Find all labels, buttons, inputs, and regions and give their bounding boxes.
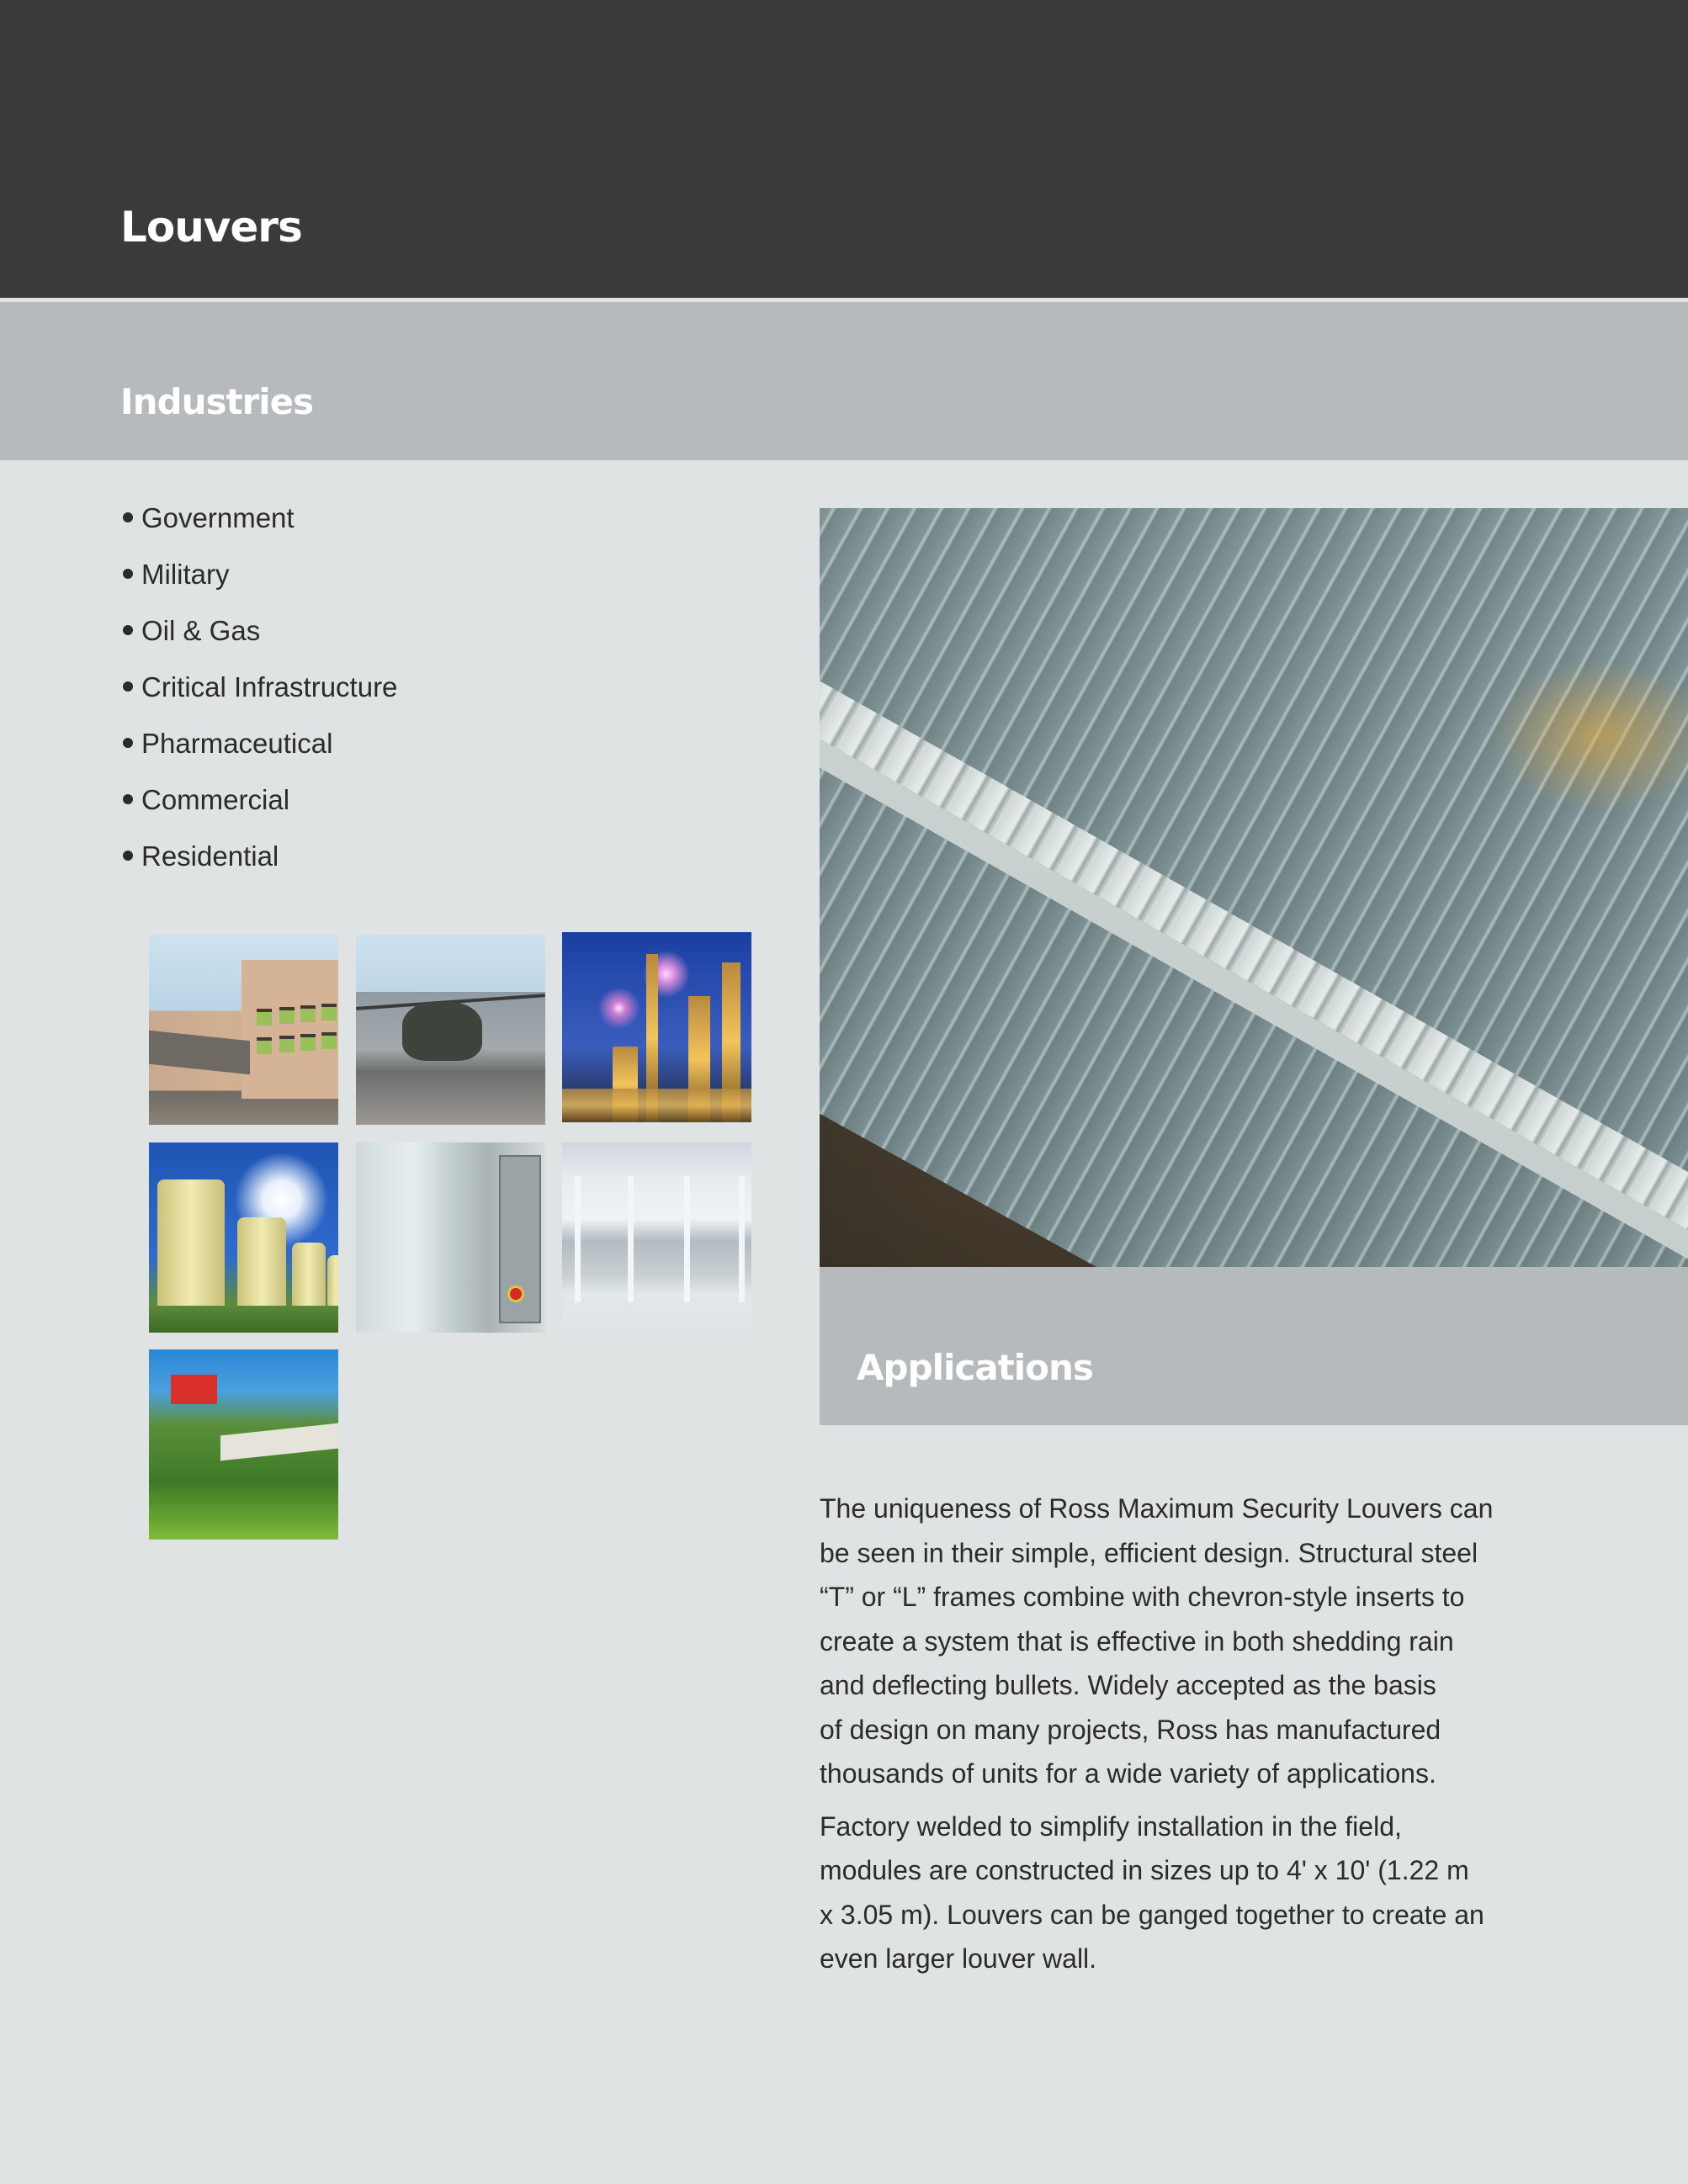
- window-shape: [300, 1005, 316, 1022]
- building-shape: [242, 960, 338, 1099]
- paragraph: [820, 1805, 1560, 1981]
- text-line: “T” or “L” frames combine with chevron-style inserts to: [820, 1582, 1465, 1612]
- list-item: [120, 727, 397, 783]
- text-line: and deflecting bullets. Widely accepted as the basis: [820, 1670, 1436, 1700]
- text-line: be seen in their simple, efficient design. Structural steel: [820, 1537, 1478, 1568]
- bullet-icon: [123, 625, 133, 635]
- text-line: modules are constructed in sizes up to 4' x 10' (1.22 m: [820, 1855, 1469, 1885]
- list-item: [120, 783, 397, 840]
- industries-list: [120, 501, 397, 896]
- cooling-towers-photo: [149, 1142, 338, 1333]
- list-item: [120, 671, 397, 727]
- list-item: [120, 840, 397, 896]
- window-column: [628, 1176, 634, 1302]
- canopy-shape: [149, 1031, 250, 1075]
- list-item: [120, 501, 397, 558]
- window-shape: [257, 1009, 272, 1026]
- list-item-label: Pharmaceutical: [141, 728, 333, 759]
- emergency-stop-shape: [507, 1285, 524, 1302]
- list-item: [120, 558, 397, 614]
- bullet-icon: [123, 569, 133, 579]
- cooling-tower-shape: [157, 1179, 225, 1306]
- header-band: [0, 0, 1688, 298]
- text-line: x 3.05 m). Louvers can be ganged together to create an: [820, 1899, 1484, 1930]
- cooling-tower-shape: [292, 1243, 326, 1306]
- bullet-icon: [123, 851, 133, 861]
- industries-heading: Industries: [120, 381, 314, 422]
- window-shape: [321, 1004, 337, 1020]
- list-item-label: Government: [141, 502, 295, 533]
- house-shape: [171, 1375, 217, 1404]
- paragraph: [820, 1487, 1560, 1796]
- oil-gas-refinery-photo: [562, 932, 751, 1122]
- window-shape: [279, 1007, 295, 1024]
- text-line: Factory welded to simplify installation in the field,: [820, 1810, 1402, 1842]
- applications-band: [820, 1267, 1688, 1425]
- government-building-photo: [149, 935, 338, 1125]
- bullet-icon: [123, 512, 133, 522]
- commercial-office-photo: [562, 1142, 751, 1333]
- light-reflection: [820, 508, 1688, 1267]
- louver-chevron-insert-photo: [820, 508, 1688, 1267]
- list-item-label: Commercial: [141, 784, 290, 815]
- pharmaceutical-equipment-photo: [356, 1142, 545, 1333]
- cooling-tower-shape: [237, 1217, 286, 1306]
- applications-heading: Applications: [857, 1347, 1093, 1388]
- garden-wall-shape: [220, 1423, 338, 1461]
- text-line: The uniqueness of Ross Maximum Security Louvers can: [820, 1493, 1494, 1524]
- applications-body: [820, 1487, 1560, 1990]
- text-line: of design on many projects, Ross has manufactured: [820, 1714, 1441, 1745]
- list-item-label: Oil & Gas: [141, 615, 261, 646]
- text-line: even larger louver wall.: [820, 1943, 1097, 1974]
- window-shape: [279, 1036, 295, 1052]
- bullet-icon: [123, 738, 133, 748]
- refinery-base: [562, 1089, 751, 1122]
- bullet-icon: [123, 794, 133, 804]
- list-item: [120, 614, 397, 671]
- window-shape: [300, 1034, 316, 1051]
- page-title: Louvers: [120, 203, 302, 252]
- window-column: [575, 1176, 581, 1302]
- residential-house-photo: [149, 1349, 338, 1540]
- list-item-label: Military: [141, 559, 230, 590]
- text-line: create a system that is effective in both shedding rain: [820, 1625, 1454, 1657]
- list-item-label: Residential: [141, 840, 279, 872]
- list-item-label: Critical Infrastructure: [141, 671, 398, 702]
- military-helicopter-photo: [356, 935, 545, 1125]
- helicopter-shape: [402, 1002, 482, 1061]
- window-column: [684, 1176, 690, 1302]
- window-shape: [257, 1037, 272, 1054]
- cooling-tower-shape: [327, 1255, 338, 1306]
- text-line: thousands of units for a wide variety of applications.: [820, 1758, 1436, 1789]
- bullet-icon: [123, 681, 133, 692]
- window-column: [739, 1176, 745, 1302]
- window-shape: [321, 1032, 337, 1049]
